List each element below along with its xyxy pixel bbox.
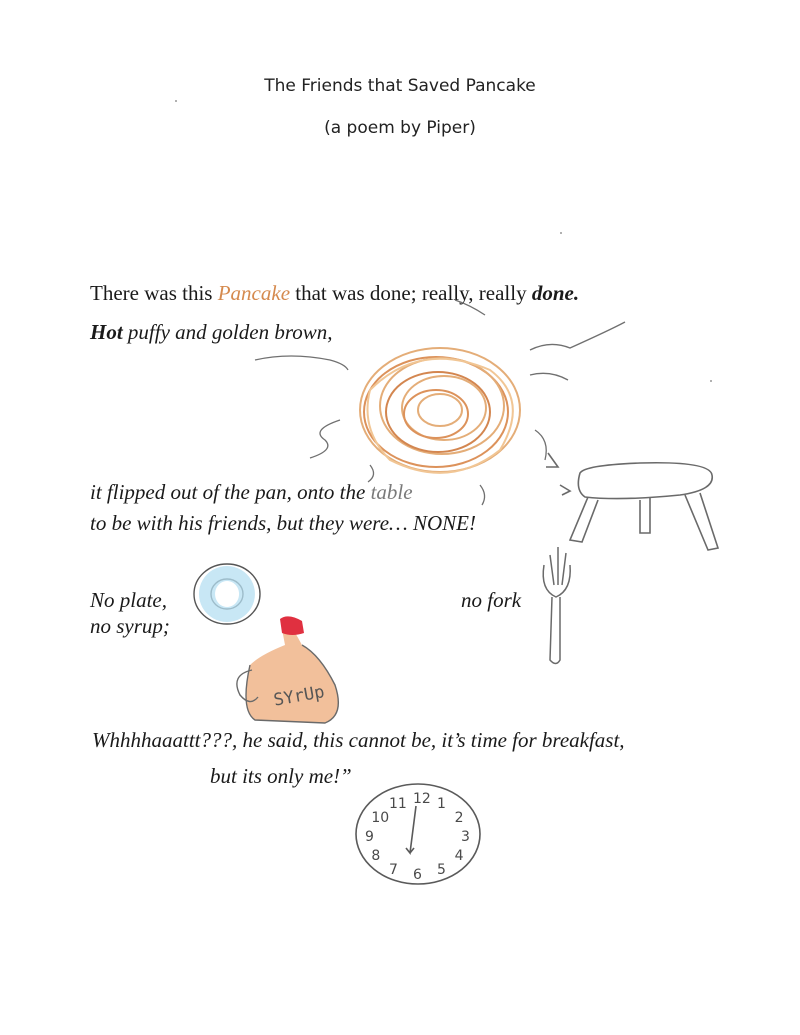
- line-3-text: it flipped out of the pan, onto the: [90, 480, 371, 504]
- clock-drawing: [348, 778, 488, 890]
- line-2-text: puffy and golden brown,: [122, 320, 333, 344]
- poem-line-8: but its only me!”: [210, 764, 352, 788]
- poem-subtitle: (a poem by Piper): [324, 118, 476, 138]
- clock-number: 5: [437, 861, 446, 878]
- no-fork-text: no fork: [461, 588, 522, 612]
- done-word: done.: [531, 281, 580, 305]
- poem-line-4: to be with his friends, but they were… NONE!: [90, 511, 476, 535]
- poem-line-3: [90, 480, 413, 505]
- clock-number: 3: [461, 829, 470, 845]
- line-1-text-a: There was this: [90, 281, 218, 305]
- poem-title: The Friends that Saved Pancake: [264, 76, 536, 96]
- table-word: table: [370, 480, 413, 504]
- fork-drawing: [530, 545, 580, 670]
- hot-word: Hot: [90, 320, 123, 344]
- table-drawing: [540, 445, 730, 560]
- speck: [560, 232, 562, 234]
- clock-number: 8: [371, 848, 381, 864]
- clock-number: 2: [454, 810, 464, 826]
- syrup-drawing: [230, 615, 360, 730]
- pancake-drawing: [250, 300, 550, 510]
- clock-number: 9: [365, 829, 374, 845]
- clock-number: 11: [389, 796, 407, 813]
- no-syrup-text: no syrup;: [90, 614, 170, 638]
- speck: [175, 100, 177, 102]
- line-1-text-b: that was done; really, really: [290, 281, 532, 305]
- syrup-label: SYrUp: [272, 682, 327, 711]
- no-plate-text: No plate,: [90, 588, 167, 612]
- clock-number: 10: [371, 810, 390, 826]
- clock-number: 1: [437, 796, 446, 813]
- clock-number: 6: [413, 867, 422, 883]
- clock-number: 4: [454, 848, 464, 864]
- pancake-word: Pancake: [217, 281, 291, 305]
- clock-number: 12: [413, 791, 431, 807]
- poem-line-7: Whhhhaaattt???, he said, this cannot be, it’s time for breakfast,: [92, 728, 625, 752]
- speck: [710, 380, 712, 382]
- clock-number: 7: [389, 861, 398, 878]
